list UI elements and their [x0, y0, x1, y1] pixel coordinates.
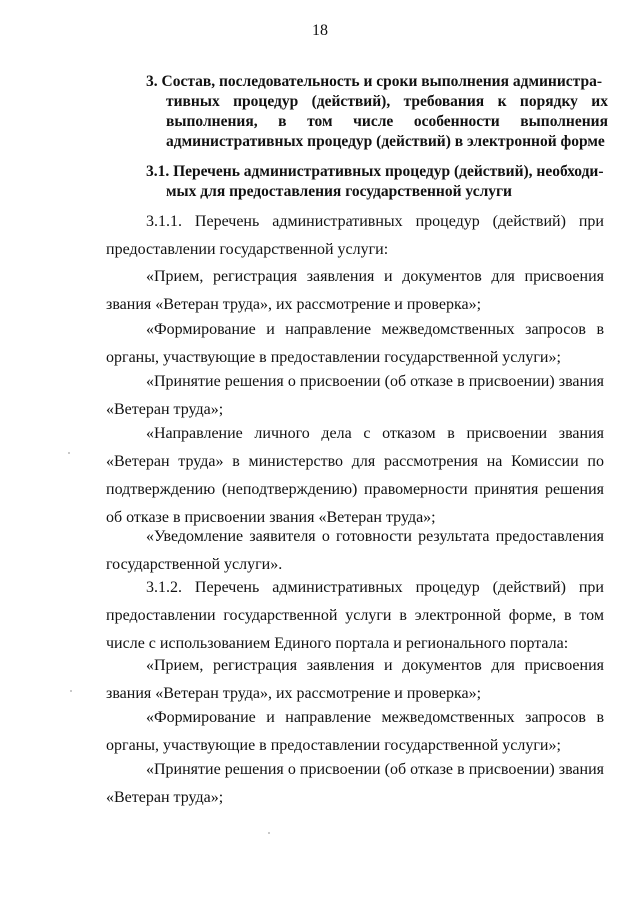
- heading-line: 3.1. Перечень административных процедур (действий), необходи-: [146, 163, 604, 180]
- paragraph-word: административных: [272, 579, 403, 596]
- list-item: «Принятие решения о присвоении (об отказе в присвоении) звания «Ветеран труда»;: [106, 373, 604, 418]
- paragraph-word: процедур: [415, 213, 480, 230]
- list-item: «Прием, регистрация заявления и документов для присвоения звания «Ветеран труда», их рассмотрение и проверка»;: [106, 657, 604, 702]
- scan-speck: [70, 690, 72, 692]
- heading-line: мых для предоставления государственной услуги: [166, 183, 512, 200]
- paragraph-word: Перечень: [194, 213, 260, 230]
- heading-line: выполнения, в том числе особенности выполнения: [166, 113, 608, 130]
- list-item: «Принятие решения о присвоении (об отказе в присвоении) звания «Ветеран труда»;: [106, 761, 604, 806]
- paragraph-word: (действий): [492, 579, 566, 596]
- paragraph-continuation: предоставлении государственной услуги:: [106, 241, 389, 258]
- paragraph-word: административных: [272, 213, 403, 230]
- paragraph-word: (действий): [492, 213, 566, 230]
- paragraph-first-line: [106, 574, 604, 602]
- list-item: «Прием, регистрация заявления и документов для присвоения звания «Ветеран труда», их рассмотрение и проверка»;: [106, 268, 604, 313]
- list-item: «Формирование и направление межведомственных запросов в органы, участвующие в предоставлении государственной услуги»;: [106, 321, 604, 366]
- paragraph-word: 3.1.2.: [146, 579, 182, 596]
- list-item: «Направление личного дела с отказом в присвоении звания «Ветеран труда» в министерство для рассмотрения на Комиссии по подтверждению (неподтверждению) правомерности принятия решения об отказе в присвоении звания «Ветеран труда»;: [106, 425, 604, 526]
- page-number: 18: [312, 22, 328, 39]
- scan-speck: [68, 452, 70, 454]
- paragraph-word: процедур: [415, 579, 480, 596]
- paragraph-word: 3.1.1.: [146, 213, 182, 230]
- section-heading-3: [146, 72, 608, 152]
- scan-speck: [268, 832, 270, 834]
- paragraph-first-line: [106, 208, 604, 236]
- heading-line: 3. Состав, последовательность и сроки выполнения администра-: [146, 73, 603, 90]
- list-item: «Формирование и направление межведомственных запросов в органы, участвующие в предоставлении государственной услуги»;: [106, 709, 604, 754]
- heading-line: административных процедур (действий) в электронной форме: [166, 133, 605, 150]
- paragraph-3-1-1: [106, 208, 604, 264]
- subsection-heading-3-1: [146, 162, 608, 202]
- paragraph-continuation: предоставлении государственной услуги в электронной форме, в том числе с использованием Единого портала и регионального портала:: [106, 607, 604, 652]
- paragraph-word: при: [578, 579, 604, 596]
- paragraph-word: при: [578, 213, 604, 230]
- heading-line: тивных процедур (действий), требования к порядку их: [166, 93, 608, 110]
- paragraph-word: Перечень: [194, 579, 260, 596]
- list-item: «Уведомление заявителя о готовности результата предоставления государственной услуги».: [106, 528, 604, 573]
- paragraph-3-1-2: [106, 574, 604, 658]
